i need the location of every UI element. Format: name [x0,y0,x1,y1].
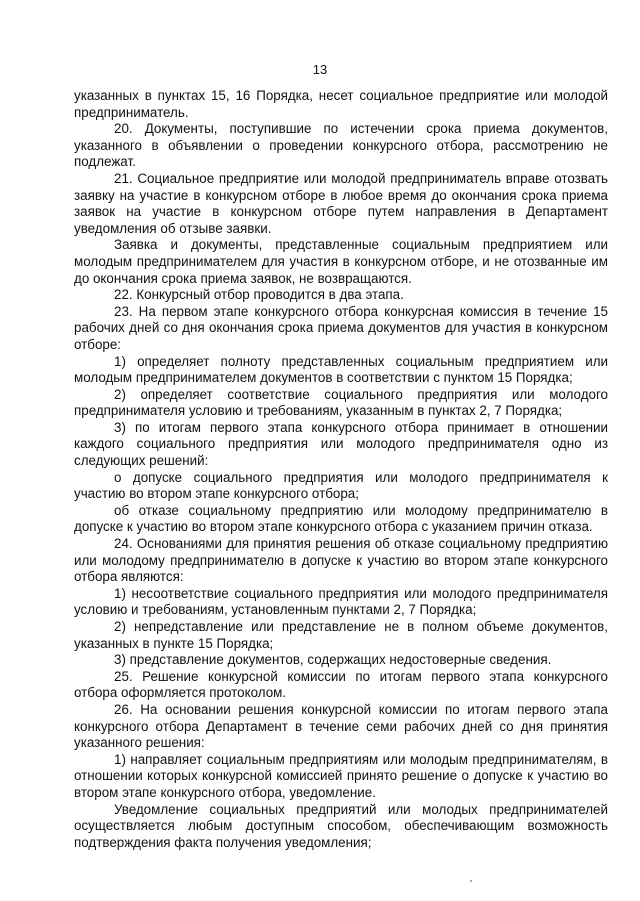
paragraph-item-23: 23. На первом этапе конкурсного отбора конкурсная комиссия в течение 15 рабочих дней со дня окончания срока приема документов для участия в конкурсном отборе: [74,303,608,352]
page-number: 13 [312,62,328,77]
document-body [74,88,608,851]
paragraph-item-26-1: 1) направляет социальным предприятиям или молодым предпринимателям, в отношении которых конкурсной комиссией принято решение о допуске к участию во втором этапе конкурсного отбора, уведомление. [74,751,608,800]
paragraph-item-22: 22. Конкурсный отбор проводится в два этапа. [114,287,404,303]
paragraph-continuation: указанных в пунктах 15, 16 Порядка, несет социальное предприятие или молодой предприниматель. [74,88,608,120]
paragraph-item-24-1: 1) несоответствие социального предприятия или молодого предпринимателя условию и требованиям, установленным пунктами 2, 7 Порядка; [74,585,608,618]
paragraph-item-23-3: 3) по итогам первого этапа конкурсного отбора принимает в отношении каждого социального предприятия или молодого предпринимателя одно из следующих решений: [74,419,608,469]
paragraph-item-21: 21. Социальное предприятие или молодой предприниматель вправе отозвать заявку на участие в конкурсном отборе в любое время до окончания срока приема заявок на участие в конкурсном отборе путем направления в Департамент уведомления об отзыве заявки. [74,170,608,236]
paragraph-item-24: 24. Основаниями для принятия решения об отказе социальному предприятию или молодому предпринимателю в допуске к участию во втором этапе конкурсного отбора являются: [74,536,608,585]
paragraph-item-23-1: 1) определяет полноту представленных социальным предприятием или молодым предпринимателем документов в соответствии с пунктом 15 Порядка; [74,353,608,386]
paragraph-item-24-3: 3) представление документов, содержащих недостоверные сведения. [114,652,552,668]
scan-speck [470,880,472,882]
paragraph-item-23-2: 2) определяет соответствие социального предприятия или молодого предпринимателя условию и требованиям, указанным в пунктах 2, 7 Порядка; [74,386,608,419]
paragraph-decision-refuse: об отказе социальному предприятию или молодому предпринимателю в допуске к участию во втором этапе конкурсного отбора с указанием причин отказа. [74,502,608,535]
paragraph-item-20: 20. Документы, поступившие по истечении срока приема документов, указанного в объявлении о проведении конкурсного отбора, рассмотрению не подлежат. [74,121,608,170]
paragraph-item-26: 26. На основании решения конкурсной комиссии по итогам первого этапа конкурсного отбора Департамент в течение семи рабочих дней со дня принятия указанного решения: [74,701,608,751]
paragraph-notification: Уведомление социальных предприятий или молодых предпринимателей осуществляется любым доступным способом, обеспечивающим возможность подтверждения факта получения уведомления; [74,801,608,850]
paragraph-item-24-2: 2) непредставление или представление не в полном объеме документов, указанных в пункте 15 Порядка; [74,619,608,651]
paragraph-item-25: 25. Решение конкурсной комиссии по итогам первого этапа конкурсного отбора оформляется протоколом. [74,668,608,701]
paragraph-decision-admit: о допуске социального предприятия или молодого предпринимателя к участию во втором этапе конкурсного отбора; [74,469,608,502]
paragraph-item-21-note: Заявка и документы, представленные социальным предприятием или молодым предпринимателем для участия в конкурсном отборе, и не отозванные им до окончания срока приема заявок, не возвращаются. [74,237,608,286]
